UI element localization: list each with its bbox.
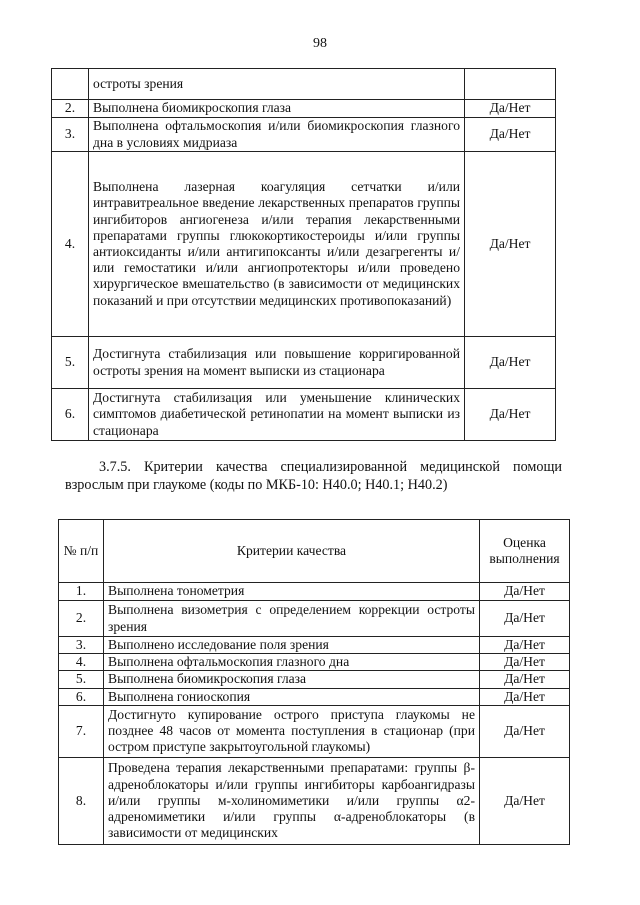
row-number bbox=[52, 69, 89, 100]
row-criterion: Достигнуто купирование острого приступа глаукомы не позднее 48 часов от момента поступления в стационар (при остром приступе закрытоугольной глаукомы) bbox=[104, 705, 480, 757]
row-number: 6. bbox=[52, 389, 89, 441]
row-number: 1. bbox=[59, 583, 104, 601]
row-criterion: Выполнена тонометрия bbox=[104, 583, 480, 601]
row-result: Да/Нет bbox=[465, 152, 556, 337]
row-number: 7. bbox=[59, 705, 104, 757]
row-criterion: остроты зрения bbox=[89, 69, 465, 100]
table-row bbox=[59, 705, 570, 757]
row-result: Да/Нет bbox=[465, 337, 556, 389]
table-header-row bbox=[59, 520, 570, 583]
row-criterion: Выполнена биомикроскопия глаза bbox=[89, 100, 465, 118]
table-row bbox=[59, 601, 570, 637]
table-row bbox=[52, 100, 556, 118]
table2-body bbox=[59, 583, 570, 845]
row-number: 4. bbox=[59, 654, 104, 671]
row-criterion: Выполнена гониоскопия bbox=[104, 688, 480, 705]
row-criterion: Выполнена биомикроскопия глаза bbox=[104, 671, 480, 688]
row-result: Да/Нет bbox=[480, 637, 570, 654]
table-row bbox=[59, 637, 570, 654]
row-result: Да/Нет bbox=[480, 601, 570, 637]
row-number: 3. bbox=[59, 637, 104, 654]
row-criterion: Выполнена визометрия с определением коррекции остроты зрения bbox=[104, 601, 480, 637]
row-number: 2. bbox=[59, 601, 104, 637]
row-number: 5. bbox=[59, 671, 104, 688]
section-heading: 3.7.5. Критерии качества специализированной медицинской помощи взрослым при глаукоме (коды по МКБ-10: H40.0; H40.1; H40.2) bbox=[65, 459, 562, 493]
row-criterion: Выполнена офтальмоскопия глазного дна bbox=[104, 654, 480, 671]
row-criterion: Достигнута стабилизация или уменьшение клинических симптомов диабетической ретинопатии на момент выписки из стационара bbox=[89, 389, 465, 441]
table-row bbox=[52, 389, 556, 441]
table-row bbox=[59, 757, 570, 844]
table-row bbox=[59, 654, 570, 671]
row-result: Да/Нет bbox=[480, 654, 570, 671]
row-result: Да/Нет bbox=[480, 688, 570, 705]
row-criterion: Проведена терапия лекарственными препаратами: группы β-адреноблокаторы и/или группы ингибиторы карбоангидразы и/или группы м-холиномиметики и/или группы α2-адреномиметики и/или группы α-адреноблокаторы (в зависимости от медицинских bbox=[104, 757, 480, 844]
row-result: Да/Нет bbox=[480, 583, 570, 601]
header-num: № п/п bbox=[59, 520, 104, 583]
row-result: Да/Нет bbox=[480, 705, 570, 757]
table-row bbox=[52, 69, 556, 100]
row-number: 5. bbox=[52, 337, 89, 389]
row-result bbox=[465, 69, 556, 100]
table-row bbox=[52, 118, 556, 152]
table-row bbox=[59, 671, 570, 688]
row-criterion: Выполнена офтальмоскопия и/или биомикроскопия глазного дна в условиях мидриаза bbox=[89, 118, 465, 152]
row-result: Да/Нет bbox=[465, 118, 556, 152]
table-row bbox=[52, 152, 556, 337]
row-criterion: Достигнута стабилизация или повышение корригированной остроты зрения на момент выписки из стационара bbox=[89, 337, 465, 389]
table1-body bbox=[52, 69, 556, 441]
glaucoma-criteria-table bbox=[58, 519, 570, 845]
table-row bbox=[52, 337, 556, 389]
criteria-table-continued bbox=[51, 68, 556, 441]
row-criterion: Выполнено исследование поля зрения bbox=[104, 637, 480, 654]
row-number: 4. bbox=[52, 152, 89, 337]
page-number: 98 bbox=[313, 36, 327, 51]
header-result: Оценка выполнения bbox=[480, 520, 570, 583]
row-result: Да/Нет bbox=[480, 671, 570, 688]
row-criterion: Выполнена лазерная коагуляция сетчатки и/или интравитреальное введение лекарственных препаратов группы ингибиторов ангиогенеза и/или терапия лекарственными препаратами группы глюкокортикостероиды и/или группы антиоксиданты и/или антигипоксанты и/или дезагрегенты и/или гемостатики и/или ангиопротекторы и/или проведено хирургическое вмешательство (в зависимости от медицинских показаний и при отсутствии медицинских противопоказаний) bbox=[89, 152, 465, 337]
row-result: Да/Нет bbox=[465, 389, 556, 441]
table-row bbox=[59, 583, 570, 601]
row-number: 8. bbox=[59, 757, 104, 844]
row-number: 3. bbox=[52, 118, 89, 152]
header-criterion: Критерии качества bbox=[104, 520, 480, 583]
row-result: Да/Нет bbox=[480, 757, 570, 844]
row-number: 2. bbox=[52, 100, 89, 118]
table-row bbox=[59, 688, 570, 705]
row-result: Да/Нет bbox=[465, 100, 556, 118]
row-number: 6. bbox=[59, 688, 104, 705]
